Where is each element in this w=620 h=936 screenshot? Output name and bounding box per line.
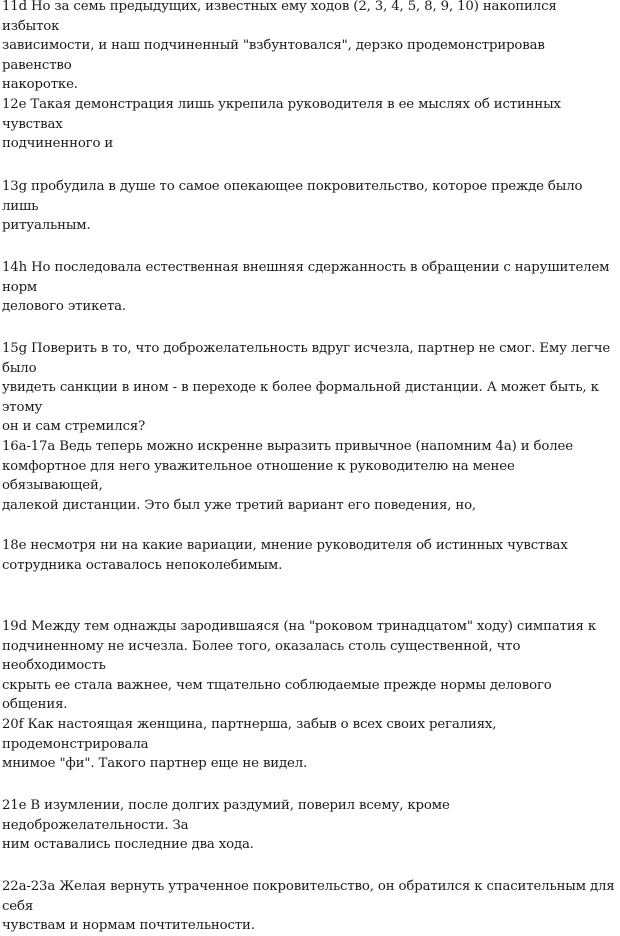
paragraph-18e: 18е несмотря ни на какие вариации, мнение руководителя об истинных чувствах сотрудника оставалось непоколебимым. (2, 538, 568, 573)
paragraph-14h: 14h Но последовала естественная внешняя сдержанность в обращении с нарушителем норм делового этикета. (2, 260, 610, 314)
paragraph-13g: 13g пробудила в душе то самое опекающее покровительство, которое прежде было лишь ритуальным. (2, 179, 583, 233)
paragraph-19d: 19d Между тем однажды зародившаяся (на "роковом тринадцатом" ходу) симпатия к подчиненному не исчезла. Более того, оказалась столь существенной, что необходимость скрыть ее стала важнее, чем тщательно соблюдаемые прежде нормы делового общения. (2, 619, 597, 712)
paragraph-16a-17a: 16а-17а Ведь теперь можно искренне выразить привычное (напомним 4а) и более комфортное для него уважительное отношение к руководителю на менее обязывающей, далекой дистанции. Это был уже третий вариант его поведения, но, (2, 439, 573, 513)
paragraph-12e: 12е Такая демонстрация лишь укрепила руководителя в ее мыслях об истинных чувствах подчиненного и (2, 97, 561, 151)
paragraph-22a-23a: 22а-23а Желая вернуть утраченное покровительство, он обратился к спасительным для себя чувствам и нормам почтительности. (2, 879, 615, 933)
paragraph-20f: 20f Как настоящая женщина, партнерша, забыв о всех своих регалиях, продемонстрировала мнимое "фи". Такого партнер еще не видел. (2, 717, 497, 771)
paragraph-21e: 21е В изумлении, после долгих раздумий, поверил всему, кроме недоброжелательности. За ним оставались последние два хода. (2, 798, 450, 852)
paragraph-11d: 11d Но за семь предыдущих, известных ему ходов (2, 3, 4, 5, 8, 9, 10) накопился избыток зависимости, и наш подчиненный "взбунтовался", дерзко продемонстрировав равенство накоротке. (2, 0, 557, 92)
paragraph-15g: 15g Поверить в то, что доброжелательность вдруг исчезла, партнер не смог. Ему легче было увидеть санкции в ином - в переходе к более формальной дистанции. А может быть, к этому он и сам стремился? (2, 341, 611, 434)
